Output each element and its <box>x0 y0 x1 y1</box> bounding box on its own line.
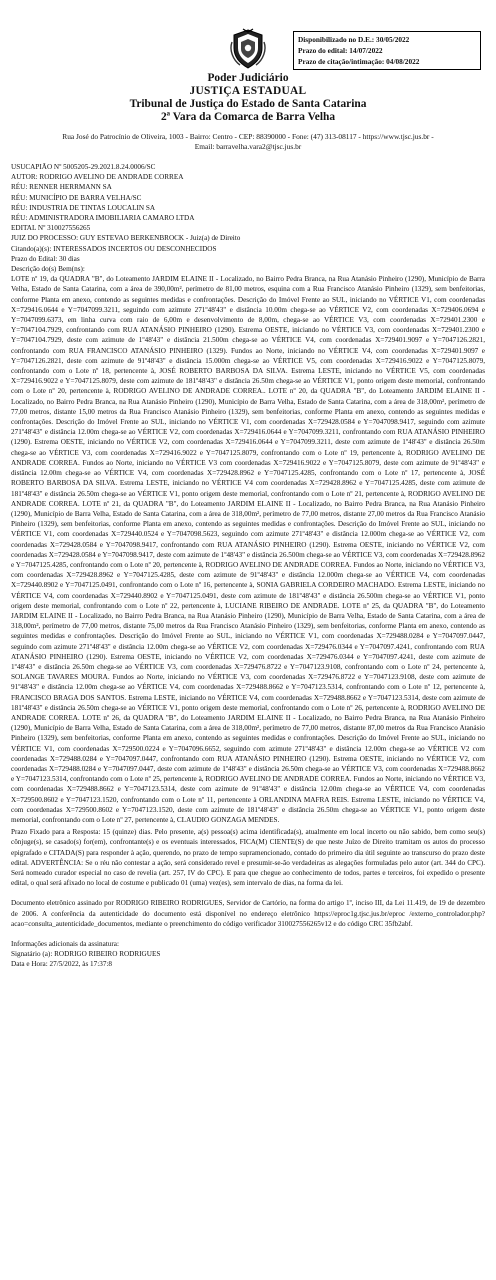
citando-line: Citando(a)(s): INTERESSADOS INCERTOS OU DESCONHECIDOS <box>11 244 217 253</box>
header-tribunal: Tribunal de Justiça do Estado de Santa Catarina <box>129 98 367 110</box>
reu-line: RÉU: ADMINISTRADORA IMOBILIARIA CAMARO LTDA <box>11 214 195 223</box>
header-poder-judiciario: Poder Judiciário <box>207 72 289 84</box>
reu-line: RÉU: MUNICÍPIO DE BARRA VELHA/SC <box>11 193 142 202</box>
electronic-signature-note: Documento eletrônico assinado por RODRIGO RIBEIRO RODRIGUES, Servidor de Cartório, na forma do artigo 1º, inciso III, da Lei 11.419, de 19 de dezembro de 2006. A conferência da autenticidade do documento está disponível no endereço eletrônico https://eproc1g.tjsc.jus.br/eproc /externo_controlador.php?acao=consulta_autenticidade_documentos, mediante o preenchimento do código verificador 310027556265v12 e do código CRC 35fb2abf. <box>11 899 485 928</box>
signature-datetime: Data e Hora: 27/5/2022, às 17:37:8 <box>11 960 113 969</box>
reu-line: RÉU: INDUSTRIA DE TINTAS LOUCALIN SA <box>11 203 156 212</box>
reu-line: RÉU: RENNER HERRMANN SA <box>11 183 112 192</box>
signature-info-title: Informações adicionais da assinatura: <box>11 940 119 949</box>
signatario-line: Signatário (a): RODRIGO RIBEIRO RODRIGUES <box>11 950 161 959</box>
header-vara: 2ª Vara da Comarca de Barra Velha <box>160 111 336 123</box>
header-justica-estadual: JUSTIÇA ESTADUAL <box>189 85 307 97</box>
property-description: LOTE nº 19, da QUADRA "B", do Loteamento JARDIM ELAINE II - Localizado, no Bairro Pedra Branca, na Rua Atanásio Pinheiro (1290), Município de Barra Velha, Estado de Santa Catarina, com a área de 390,00m², perímetro de 81,00 metros, esquina com a Rua Francisco Atanásio Pinheiro (1329), sem benfeitorias, conforme Planta em anexo, contendo as seguintes medidas e confrontações. Descrição do Imóvel Frente ao SUL, iniciando no VÉRTICE V1, com coordenadas X=729416.0644 e Y=7047099.3211, seguindo com azimute 271º48'43" e distância 10.00m chega-se ao VÉRTICE V2, com coordenadas X=729406.0694 e Y=7047099.6373, em linha curva com raio de 6,00m e desenvolvimento de 8,00m, chega-se ao VÉRTICE V3, com coordenadas X=729401.2300 e Y=7047104.7929, confrontando com RUA ATANÁSIO PINHEIRO (1290). Estrema OESTE, iniciando no VÉRTICE V3, com coordenadas X=729401.2300 e Y=7047104.7929, deste com azimute de 1º48'43" e distância 21.500m chega-se ao VÉRTICE V4, com coordenadas X=729401.9097 e Y=7047126.2821, confrontando com RUA FRANCISCO ATANÁSIO PINHEIRO (1329). Fundos ao Norte, iniciando no VÉRTICE V4, com coordenadas X=729401.9097 e Y=7047126.2821, deste com azimute de 91º48'43" e distância 15.000m chega-se ao VÉRTICE V5, com coordenadas X=729416.9022 e Y=7047125.8079, confrontando com o Lote nº 18, pertencente à, JOSÉ ROBERTO BARBOSA DA SILVA. Estrema LESTE, iniciando no VÉRTICE V5, com coordenadas X=729416.9022 e Y=7047125.8079, deste com azimute de 181º48'43" e distância 26.50m chega-se ao VÉRTICE V1, ponto origem deste memorial, confrontando com o Lote nº 20, pertencente à, RODRIGO AVELINO DE ANDRADE CORREA.. LOTE nº 20, da QUADRA "B", do Loteamento JARDIM ELAINE II - Localizado, no Bairro Pedra Branca, na Rua Atanásio Pinheiro (1290), Município de Barra Velha, Estado de Santa Catarina, com a área de 318,00m², perímetro de 77,00 metros, distante 15,00 metros da Rua Francisco Atanásio Pinheiro (1329), sem benfeitorias, conforme Planta em anexo, contendo as seguintes medidas e confrontações. Descrição do Imóvel Frente ao SUL, iniciando no VÉRTICE V1, com coordenadas X=729428.0584 e Y=7047098.9417, seguindo com azimute 271º48'43" e distância 12.00m chega-se ao VÉRTICE V2, com coordenadas X=729416.0644 e Y=7047099.3211, confrontando com RUA ATANÁSIO PINHEIRO (1290). Estrema OESTE, iniciando no VÉRTICE V2, com coordenadas X=729416.0644 e Y=7047099.3211, deste com azimute de 1º48'43" e distância 26.50m chega-se ao VÉRTICE V3, com coordenadas X=729416.9022 e Y=7047125.8079, confrontando com o Lote nº 19, pertencente à, RODRIGO AVELINO DE ANDRADE CORREA. Fundos ao Norte, iniciando no VÉRTICE V3 com coordenadas X=729416.9022 e Y=7047125.8079, deste com azimute de 91º48'43" e distância 12.00m chega-se ao VÉRTICE V4, com coordenadas X=729428.8962 e Y=7047125.4285, confrontando com o Lote nº 17, pertencente à, JOSÉ ROBERTO BARBOSA DA SILVA. Estrema LESTE, iniciando no VÉRTICE V4 com coordenadas X=729428.8962 e Y=7047125.4285, deste com azimute de 181º48'43" e distância 26.50m chega-se ao VÉRTICE V1, ponto origem deste memorial, confrontando com o Lote nº 21, pertencente à, RODRIGO AVELINO DE ANDRADE CORREA. LOTE nº 21, da QUADRA "B", do Loteamento JARDIM ELAINE II - Localizado, no Bairro Pedra Branca, na Rua Atanásio Pinheiro (1290), Município de Barra Velha, Estado de Santa Catarina, com a área de 318,00m², perímetro de 77,00 metros, distante 27,00 metros da Rua Francisco Atanásio Pinheiro (1329), sem benfeitorias, conforme Planta em anexo, contendo as seguintes medidas e confrontações. Descrição do Imóvel Frente ao SUL, iniciando no VÉRTICE V1, com coordenadas X=729440.0524 e Y=7047098.5623, seguindo com azimute 271º48'43" e distância 12.000m chega-se ao VÉRTICE V2, com coordenadas X=729428.0584 e Y=7047098.9417, confrontando com RUA ATANÁSIO PINHEIRO (1290). Estrema OESTE, iniciando no VÉRTICE V2, com coordenadas X=729428.0584 e Y=7047098.9417, deste com azimute de 1º48'43" e distância 26.500m chega-se ao VÉRTICE V3, com coordenadas X=729428.8962 e Y=7047125.4285, confrontando com o Lote nº 20, pertencente à, RODRIGO AVELINO DE ANDRADE CORREA. Fundos ao Norte, iniciando no VÉRTICE V3, com coordenadas X=729428.8962 e Y=7047125.4285, deste com azimute de 91º48'43" e distância 12.000m chega-se ao VÉRTICE V4, com coordenadas X=729440.8902 e Y=7047125.0491, confrontando com o Lote nº 16, pertencente à, SONIA GABRIELA CORDEIRO MACHADO. Estrema LESTE, iniciando no VÉRTICE V4, com coordenadas X=729440.8902 e Y=7047125.0491, deste com azimute de 181º48'43" e distância 26.500m chega-se ao VÉRTICE V1, ponto origem deste memorial, confrontando com o Lote nº 22, pertencente à, LUCIANE RIBEIRO DE ANDRADE. LOTE nº 25, da QUADRA "B", do Loteamento JARDIM ELAINE II - Localizado, no Bairro Pedra Branca, na Rua Atanásio Pinheiro (1290), Município de Barra Velha, Estado de Santa Catarina, com a área de 318,00m², perímetro de 77,00 metros, distante 75,00 metros da Rua Francisco Atanásio Pinheiro (1329), sem benfeitorias, conforme Planta em anexo, contendo as seguintes medidas e confrontações. Descrição do Imóvel Frente ao SUL, iniciando no VÉRTICE V1, com coordenadas X=729488.0284 e Y=7047097.0447, seguindo com azimute 271º48'43" e distância 12.00m chega-se ao VÉRTICE V2, com coordenadas X=729476.0344 e Y=7047097.4241, confrontando com RUA ATANÁSIO PINHEIRO (1290). Estrema OESTE, iniciando no VÉRTICE V2, com coordenadas X=729476.0344 e Y=7047097.4241, deste com azimute de 1º48'43" e distância 26.50m chega-se ao VÉRTICE V3, com coordenadas X=729476.8722 e Y=7047123.9108, confrontando com o Lote nº 24, pertencente à, SOLANGE TAVARES MOURA. Fundos ao Norte, iniciando no VÉRTICE V3, com coordenadas X=729476.8722 e Y=7047123.9108, deste com azimute de 91º48'43" e distância 12.00m chega-se ao VÉRTICE V4, com coordenadas X=729488.8662 e Y=7047123.5314, confrontando com o Lote nº 12, pertencente à, FRANCISCO BRAGA DOS SANTOS. Estrema LESTE, iniciando no VÉRTICE V4, com coordenadas X=729488.8662 e Y=7047123.5314, deste com azimute de 181º48'43" e distância 26.50m chega-se ao VÉRTICE V1, ponto origem deste memorial, confrontando com o Lote nº 26, pertencente à, RODRIGO AVELINO DE ANDRADE CORREA. LOTE nº 26, da QUADRA "B", do Loteamento JARDIM ELAINE II - Localizado, no Bairro Pedra Branca, na Rua Atanásio Pinheiro (1290), Município de Barra Velha, Estado de Santa Catarina, com a área de 318,00m², perímetro de 77,00 metros, distante 87,00 metros da Rua Francisco Atanásio Pinheiro (1329), sem benfeitorias, conforme Planta em anexo, contendo as seguintes medidas e confrontações. Descrição do Imóvel Frente ao SUL, iniciando no VÉRTICE V1, com coordenadas X=729500.0224 e Y=7047096.6652, seguindo com azimute 271º48'43" e distância 12.00m chega-se ao VÉRTICE V2 com coordenadas X=729488.0284 e Y=7047097.0447, confrontando com RUA ATANÁSIO PINHEIRO (1290). Estrema OESTE, iniciando no VÉRTICE V2, com coordenadas X=729488.0284 e Y=7047097.0447, deste com azimute de 1º48'43" e distância 26.50m chega-se ao VÉRTICE V3, com coordenadas X=729488.8662 e Y=7047123.5314, confrontando com o Lote nº 25, pertencente à, RODRIGO AVELINO DE ANDRADE CORREA. Fundos ao Norte, iniciando no VÉRTICE V3, com coordenadas X=729488.8662 e Y=7047123.5314, deste com azimute de 91º48'43" e distância 12.00m chega-se ao VÉRTICE V4, com coordenadas X=729500.8602 e Y=7047123.1520, confrontando com o Lote nº 11, pertencente à ORLANDINA MAFRA REIS. Estrema LESTE, iniciando no VÉRTICE V4, com coordenadas X=729500.8602 e Y=7047123.1520, deste com azimute de 181º48'43" e distância 26.50m chega-se ao VÉRTICE V1, ponto origem deste memorial, confrontando com o Lote nº 27, pertencente à, CLAUDIO GONZAGA MENDES. <box>11 275 485 824</box>
prazo-edital-line: Prazo do Edital: 30 dias <box>11 254 80 263</box>
disponibilizado-date: Disponibilizado no D.E.: 30/05/2022 <box>298 35 410 44</box>
court-address: Rua José do Patrocínio de Oliveira, 1003 - Bairro: Centro - CEP: 88390000 - Fone: (47) 313-08117 - https://www.tjsc.jus.br - Email: barravelha.vara2@tjsc.jus.br <box>62 132 434 151</box>
state-coat-of-arms-icon <box>229 28 267 70</box>
prazo-fixado-paragraph: Prazo Fixado para a Resposta: 15 (quinze) dias. Pelo presente, a(s) pessoa(s) acima identificada(s), atualmente em local incerto ou não sabido, bem como seu(s) cônjuge(s), se casado(s) for(em), confrontante(s) e os eventuais interessados, FICA(M) CIENTE(S) de que neste Juízo de Direito tramitam os autos do processo epigrafado e CITADA(S) para responder à ação, querendo, no prazo de tempo supramencionado, contado do primeiro dia útil seguinte ao transcurso do prazo deste edital. ADVERTÊNCIA: Se o réu não contestar a ação, será considerado revel e presumir-se-ão verdadeiras as alegações formuladas pelo autor (art. 344 do CPC). Será nomeado curador especial no caso de revelia (art. 257, IV do CPC). E para que chegue ao conhecimento de todos, partes e terceiros, foi expedido o presente edital, o qual será afixado no local de costume e publicado 01 (uma) vez(es), sem intervalo de dias, na forma da lei. <box>11 828 485 888</box>
court-header <box>0 72 496 152</box>
edital-number: EDITAL Nº 310027556265 <box>11 224 91 233</box>
prazo-citacao-date: Prazo de citação/intimação: 04/08/2022 <box>298 57 420 66</box>
prazo-edital-date: Prazo do edital: 14/07/2022 <box>298 46 383 55</box>
publication-dates-box <box>293 31 481 70</box>
case-number: USUCAPIÃO Nº 5005205-29.2021.8.24.0006/SC <box>11 163 156 171</box>
juiz-line: JUIZ DO PROCESSO: GUY ESTEVAO BERKENBROCK - Juiz(a) de Direito <box>11 234 241 243</box>
descricao-heading: Descrição do(s) Bem(ns): <box>11 265 85 274</box>
autor-line: AUTOR: RODRIGO AVELINO DE ANDRADE CORREA <box>11 173 184 182</box>
edital-body <box>11 162 485 970</box>
